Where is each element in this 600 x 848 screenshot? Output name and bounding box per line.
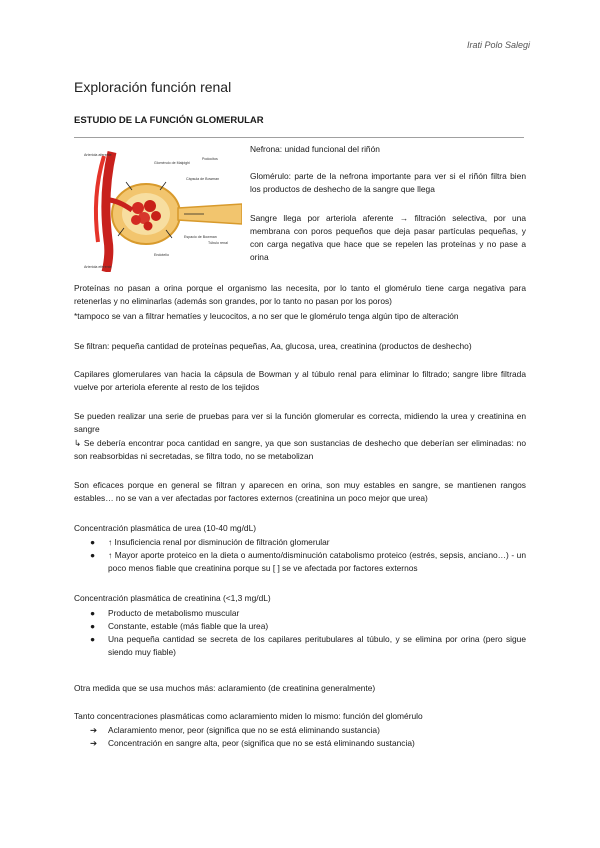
figure-label: Glomérulo de Malpighi: [154, 161, 190, 165]
list-item: ● Constante, estable (más fiable que la urea): [90, 621, 269, 631]
figure-label: Espacio de Bowman: [184, 235, 217, 239]
aclaramiento-paragraph: Otra medida que se usa muchos más: aclaramiento (de creatinina generalmente): [74, 683, 376, 693]
nefrona-definition: Nefrona: unidad funcional del riñón: [250, 144, 380, 154]
list-item: ● ↑ Insuficiencia renal por disminución de filtración glomerular: [90, 537, 330, 547]
section-heading: ESTUDIO DE LA FUNCIÓN GLOMERULAR: [74, 115, 264, 126]
arrow-right-icon: ➔: [90, 738, 98, 748]
list-item: ● ↑ Mayor aporte proteico en la dieta o aumento/disminución catabolismo proteico (estrés, sepsis, anciano…) - un poco menos fiable que creatinina porque su [ ] se ve afectada por factores externos: [90, 550, 526, 573]
function-paragraph: Tanto concentraciones plasmáticas como aclaramiento miden lo mismo: función del glomérulo: [74, 711, 423, 721]
list-item: ➔ Concentración en sangre alta, peor (significa que no se está eliminando sustancia): [90, 738, 415, 748]
creatinina-list: [74, 607, 526, 659]
figure-label: Arteriola eferente: [84, 265, 112, 269]
tests-paragraph: Se pueden realizar una serie de pruebas para ver si la función glomerular es correcta, midiendo la urea y creatinina en sangre: [74, 411, 526, 434]
figure-label: Endotelio: [154, 253, 169, 257]
glomerulo-definition: Glomérulo: parte de la nefrona importante para ver si el riñón filtra bien los productos de deshecho de la sangre que llega: [250, 171, 526, 194]
tests-subnote: ↳ Se debería encontrar poca cantidad en sangre, ya que son sustancias de deshecho que deberían ser eliminadas: no son reabsorbidas ni secretadas, se filtra todo, no se metabolizan: [74, 438, 526, 461]
nephron-diagram: [74, 148, 242, 272]
filtration-description: Sangre llega por arteriola aferente → filtración selectiva, por una membrana con poros pequeños que deja pasar partículas pequeñas, y con carga negativa que hace que se repelen las proteínas y no pase a orina: [250, 213, 526, 262]
figure-label: Arteriola aferente: [84, 153, 112, 157]
figure-label: Podocitos: [202, 157, 218, 161]
filtered-paragraph: Se filtran: pequeña cantidad de proteínas pequeñas, Aa, glucosa, urea, creatinina (productos de deshecho): [74, 341, 472, 351]
efficacy-paragraph: Son eficaces porque en general se filtran y aparecen en orina, son muy estables en sangre, se mantienen rangos estables… no se van a ver afectadas por factores externos (creatinina un poco mejor que urea): [74, 480, 526, 503]
figure-label: Cápsula de Bowman: [186, 177, 220, 181]
arrow-right-icon: ➔: [90, 725, 98, 735]
creatinina-heading: Concentración plasmática de creatinina (<1,3 mg/dL): [74, 593, 271, 603]
page-title: Exploración función renal: [74, 79, 232, 95]
list-item: ● Producto de metabolismo muscular: [90, 608, 240, 618]
urea-heading: Concentración plasmática de urea (10-40 mg/dL): [74, 523, 257, 533]
bullet-icon: ●: [90, 608, 96, 618]
figure-label: Túbulo renal: [208, 241, 228, 245]
bullet-icon: ●: [90, 634, 96, 644]
capillaries-paragraph: Capilares glomerulares van hacia la cápsula de Bowman y al túbulo renal para eliminar lo filtrado; sangre libre filtrada vuelve por arteriola eferente al resto de los tejidos: [74, 369, 526, 392]
list-item: ● Una pequeña cantidad se secreta de los capilares peritubulares al túbulo, y se elimina por orina (pero sigue siendo muy fiable): [90, 634, 526, 657]
hematies-note: *tampoco se van a filtrar hematíes y leucocitos, a no ser que le glomérulo tenga algún tipo de alteración: [74, 311, 459, 321]
arrow-list: [74, 724, 526, 750]
urea-list: [74, 536, 526, 575]
author-name: Irati Polo Salegi: [466, 40, 530, 50]
list-item: ➔ Aclaramiento menor, peor (significa que no se está eliminando sustancia): [90, 725, 380, 735]
section-divider: [74, 137, 524, 138]
bullet-icon: ●: [90, 537, 96, 547]
bullet-icon: ●: [90, 621, 96, 631]
bullet-icon: ●: [90, 550, 96, 560]
proteins-paragraph: Proteínas no pasan a orina porque el organismo las necesita, por lo tanto el glomérulo tiene carga negativa para retenerlas y no eliminarlas (además son grandes, por lo tanto no pasan por los poros): [74, 283, 526, 306]
